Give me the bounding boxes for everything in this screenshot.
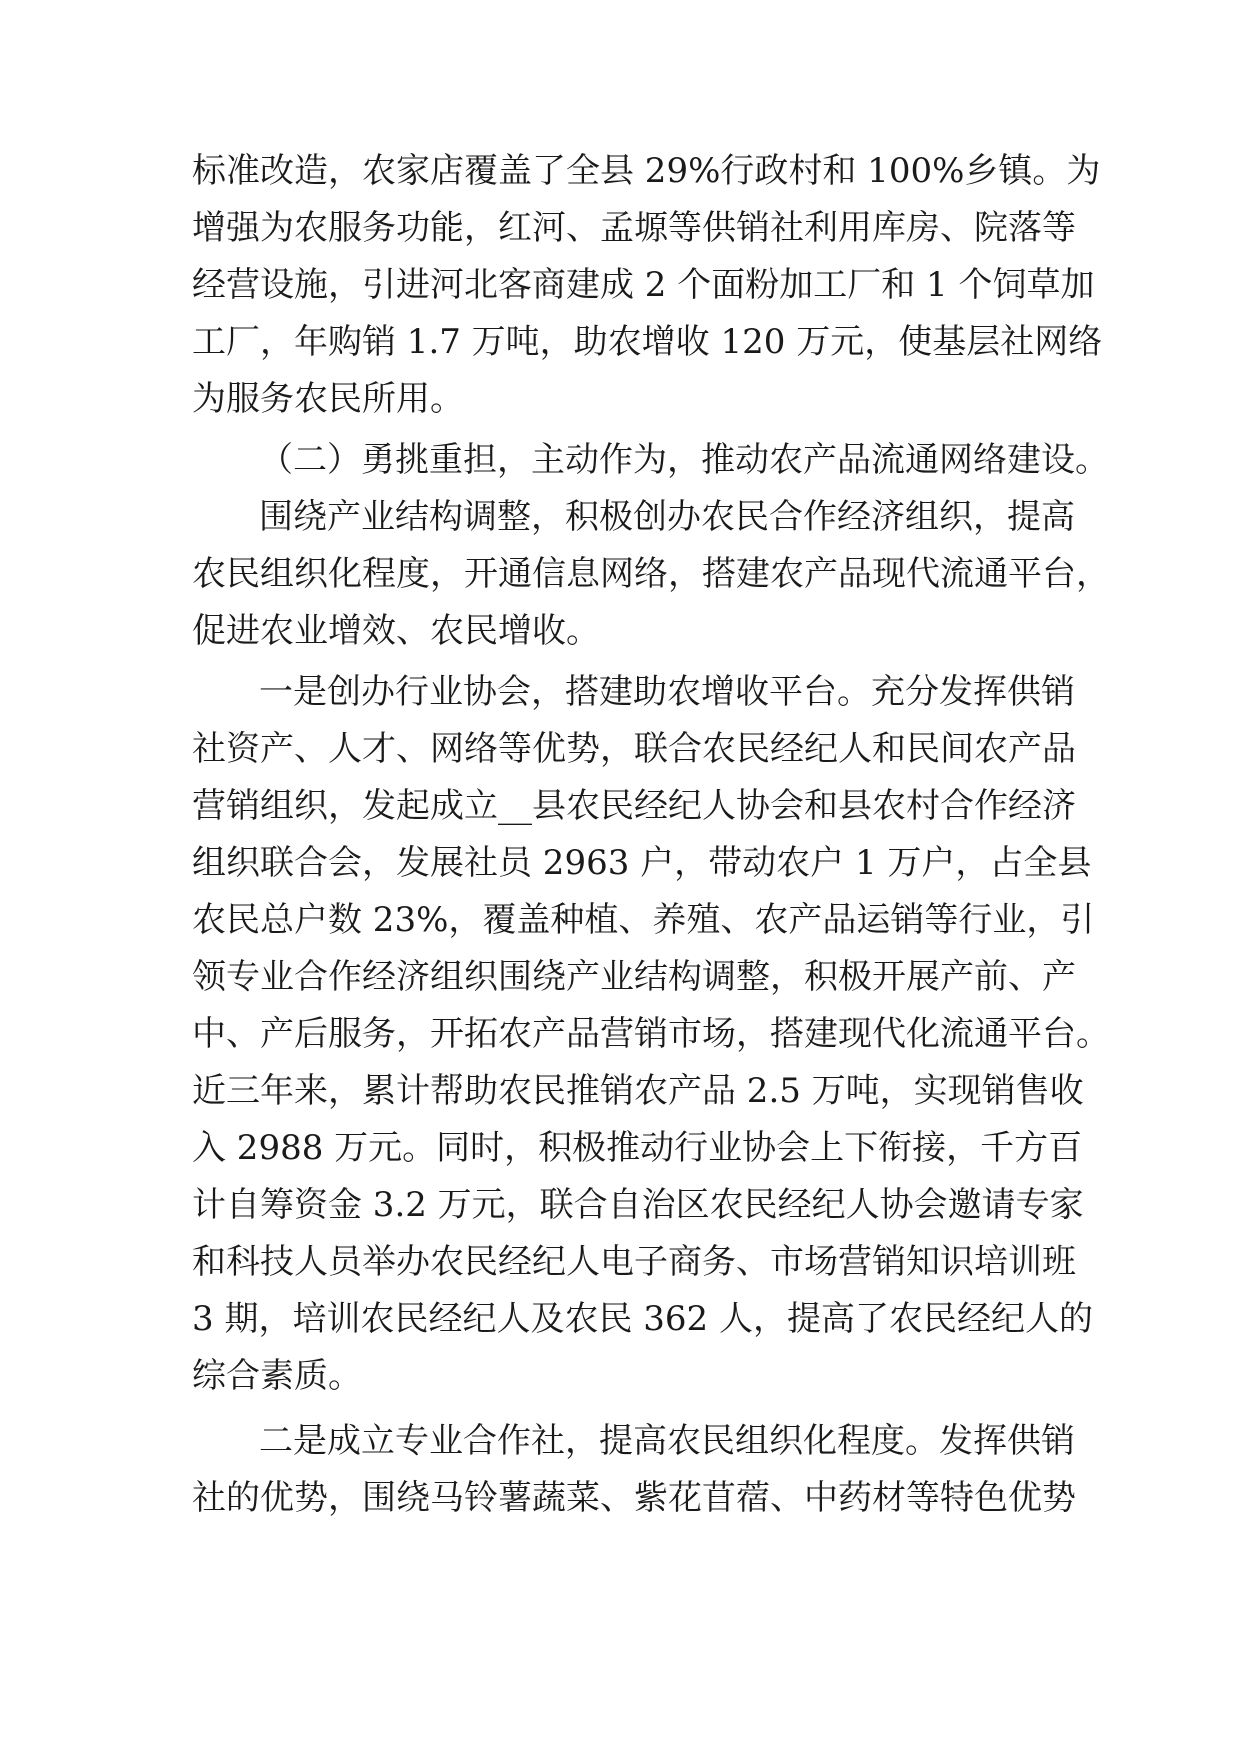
text-line: 近三年来，累计帮助农民推销农产品 2.5 万吨，实现销售收 (192, 1071, 1084, 1111)
text-line: 为服务农民所用。 (192, 379, 464, 419)
text-line: 农民组织化程度，开通信息网络，搭建农产品现代流通平台， (192, 554, 1110, 594)
text-line: 工厂，年购销 1.7 万吨，助农增收 120 万元，使基层社网络 (192, 322, 1103, 362)
text-line: 一是创办行业协会，搭建助农增收平台。充分发挥供销 (259, 672, 1075, 712)
text-line: 组织联合会，发展社员 2963 户，带动农户 1 万户，占全县 (192, 843, 1092, 883)
text-line: 入 2988 万元。同时，积极推动行业协会上下衔接，千方百 (192, 1128, 1083, 1168)
text-line: 和科技人员举办农民经纪人电子商务、市场营销知识培训班 (192, 1242, 1076, 1282)
text-line: 增强为农服务功能，红河、孟塬等供销社利用库房、院落等 (192, 208, 1076, 248)
text-line: 社资产、人才、网络等优势，联合农民经纪人和民间农产品 (192, 729, 1076, 769)
text-line: 经营设施，引进河北客商建成 2 个面粉加工厂和 1 个饲草加 (192, 265, 1095, 305)
text-line: 围绕产业结构调整，积极创办农民合作经济组织，提高 (259, 497, 1075, 537)
text-line: 标准改造，农家店覆盖了全县 29%行政村和 100%乡镇。为 (192, 151, 1101, 191)
text-line: 3 期，培训农民经纪人及农民 362 人，提高了农民经纪人的 (192, 1299, 1093, 1339)
text-line: 中、产后服务，开拓农产品营销市场，搭建现代化流通平台。 (192, 1014, 1110, 1054)
text-line: 计自筹资金 3.2 万元，联合自治区农民经纪人协会邀请专家 (192, 1185, 1084, 1225)
text-line: 二是成立专业合作社，提高农民组织化程度。发挥供销 (259, 1421, 1075, 1461)
text-line: 领专业合作经济组织围绕产业结构调整，积极开展产前、产 (192, 957, 1076, 997)
section-heading: （二）勇挑重担，主动作为，推动农产品流通网络建设。 (259, 440, 1109, 480)
text-line: 社的优势，围绕马铃薯蔬菜、紫花苜蓿、中药材等特色优势 (192, 1478, 1076, 1518)
text-line: 农民总户数 23%，覆盖种植、养殖、农产品运销等行业，引 (192, 900, 1095, 940)
text-line: 促进农业增效、农民增收。 (192, 611, 600, 651)
text-line: 营销组织，发起成立__县农民经纪人协会和县农村合作经济 (192, 786, 1076, 826)
text-line: 综合素质。 (192, 1356, 362, 1396)
